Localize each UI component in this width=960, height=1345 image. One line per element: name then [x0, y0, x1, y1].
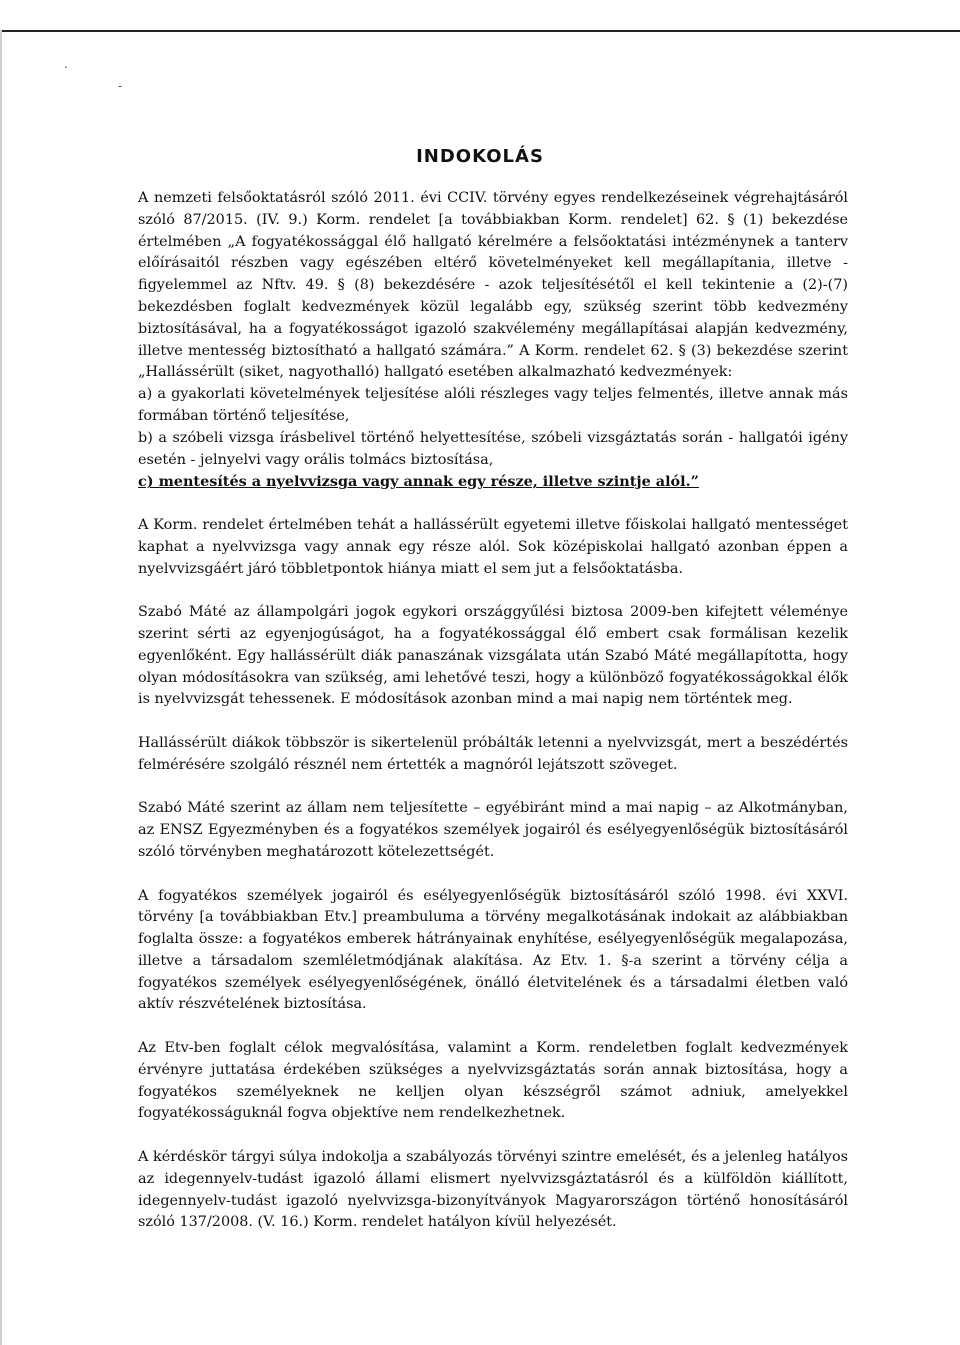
paragraph-intro: A nemzeti felsőoktatásról szóló 2011. évi CCIV. törvény egyes rendelkezéseinek végrehajtásáról szóló 87/2015. (IV. 9.) Korm. rendelet [a továbbiakban Korm. rendelet] 62. § (1) bekezdése értelmében „A fogyatékossággal élő hallgató kérelmére a felsőoktatási intézménynek a tanterv előírásaitól részben vagy egészében eltérő követelményeket kell megállapítania, illetve - figyelemmel az Nftv. 49. § (8) bekezdésére - azok teljesítésétől el kell tekintenie a (2)-(7) bekezdésben foglalt kedvezmények közül legalább egy, szükség szerint több kedvezmény biztosításával, ha a fogyatékosságot igazoló szakvélemény megállapításai alapján kedvezmény, illetve mentesség biztosítható a hallgató számára.” A Korm. rendelet 62. § (3) bekezdése szerint „Hallássérült (siket, nagyothalló) hallgató esetében alkalmazható kedvezmények: [138, 190, 848, 381]
list-item-b: b) a szóbeli vizsga írásbelivel történő helyettesítése, szóbeli vizsgáztatás során - hallgatói igény esetén - jelnyelvi vagy orális tolmács biztosítása, [138, 429, 848, 468]
paragraph-hallasserult: Hallássérült diákok többször is sikertelenül próbálták letenni a nyelvvizsgát, mert a beszédértés felmérésére szolgáló résznél nem értették a magnóról lejátszott szöveget. [138, 734, 848, 773]
list-item-c: c) mentesítés a nyelvvizsga vagy annak egy része, illetve szintje alól.” [138, 473, 699, 491]
page-title: INDOKOLÁS [416, 146, 544, 167]
paragraph-etv-celok: Az Etv-ben foglalt célok megvalósítása, valamint a Korm. rendeletben foglalt kedvezmények érvényre juttatása érdekében szükséges a nyelvvizsgáztatás során annak biztosítása, hogy a fogyatékos személyeknek ne kelljen olyan készségről számot adniuk, amelyekkel fogyatékosságuknál fogva objektíve nem rendelkezhetnek. [138, 1040, 848, 1122]
scan-top-border [0, 30, 960, 32]
document-body [138, 188, 848, 1256]
paragraph-szabo-mate-2: Szabó Máté szerint az állam nem teljesítette – egyébiránt mind a mai napig – az Alkotmányban, az ENSZ Egyezményben és a fogyatékos személyek jogairól és esélyegyenlőségük biztosításáról szóló törvényben meghatározott kötelezettségét. [138, 800, 848, 860]
paragraph-etv: A fogyatékos személyek jogairól és esélyegyenlőségük biztosításáról szóló 1998. évi XXVI. törvény [a továbbiakban Etv.] preambuluma a törvény megalkotásának indokait az alábbiakban foglalta össze: a fogyatékos emberek hátrányainak enyhítése, esélyegyenlőségük megalapozása, illetve a társadalom szemléletmódjának alakítása. Az Etv. 1. §-a szerint a törvény célja a fogyatékos személyek esélyegyenlőségének, önálló életvitelének és a társadalmi életben való aktív részvételének biztosítása. [138, 887, 848, 1013]
paragraph-korm-rendelet: A Korm. rendelet értelmében tehát a hallássérült egyetemi illetve főiskolai hallgató mentességet kaphat a nyelvvizsga vagy annak egy része alól. Sok középiskolai hallgató azonban éppen a nyelvvizsgáért járó többletpontok hiánya miatt el sem jut a felsőoktatásba. [138, 516, 848, 577]
paragraph-kerdeskor: A kérdéskör tárgyi súlya indokolja a szabályozás törvényi szintre emelését, és a jelenleg hatályos az idegennyelv-tudást igazoló állami elismert nyelvvizsgáztatásról és a külföldön kiállított, idegennyelv-tudást igazoló nyelvvizsga-bizonyítványok Magyarországon történő honosításáról szóló 137/2008. (V. 16.) Korm. rendelet hatályon kívül helyezését. [138, 1149, 848, 1231]
scan-mark: - [118, 79, 123, 93]
scan-mark: . [64, 57, 68, 71]
paragraph-szabo-mate-1: Szabó Máté az állampolgári jogok egykori országgyűlési biztosa 2009-ben kifejtett véleménye szerint sérti az egyenjogúságot, ha a fogyatékossággal élő embert csak formálisan kezelik egyenlőként. Egy hallássérült diák panaszának vizsgálata után Szabó Máté megállapította, hogy olyan módosításokra van szükség, ami lehetővé teszi, hogy a különböző fogyatékosságokkal élők is nyelvvizsgát tehessenek. E módosítások azonban mind a mai napig nem történtek meg. [138, 604, 848, 708]
scan-left-border [0, 30, 2, 1345]
list-item-a: a) a gyakorlati követelmények teljesítése alóli részleges vagy teljes felmentés, illetve annak más formában történő teljesítése, [138, 386, 848, 424]
